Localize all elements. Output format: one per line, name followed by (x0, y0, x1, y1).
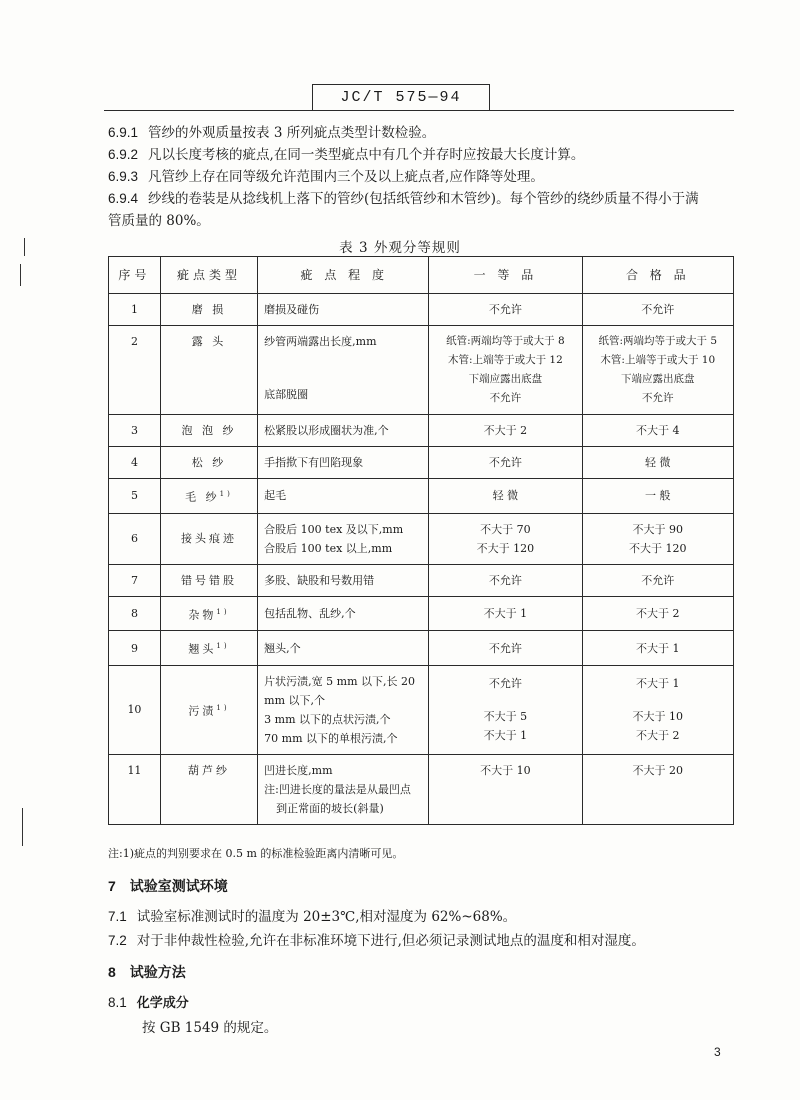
scan-mark (20, 264, 21, 286)
clause-text: 纱线的卷装是从捻线机上落下的管纱(包括纸管纱和木管纱)。每个管纱的绕纱质量不得小于满 (148, 191, 699, 207)
cell-degree (258, 665, 429, 754)
cell-degree: 翘头,个 (258, 631, 429, 666)
table-row (109, 665, 734, 754)
clause-text-continued: 管质量的 80%。 (108, 213, 210, 229)
scan-mark (22, 808, 23, 846)
cell-degree: 磨损及碰伤 (258, 294, 429, 326)
first-line: 不大于 70 (480, 522, 531, 536)
header-rule (104, 110, 734, 111)
standard-code: JC/T 575—94 (312, 84, 490, 111)
cell-degree: 松紧股以形成圈状为准,个 (258, 415, 429, 447)
qual-line: 下端应露出底盘 (621, 373, 695, 385)
scan-mark (24, 238, 25, 256)
cell-no: 3 (109, 415, 161, 447)
cell-type: 泡 泡 纱 (160, 415, 257, 447)
cell-degree: 包括乱物、乱纱,个 (258, 596, 429, 631)
degree-line: 底部脱圈 (264, 388, 309, 401)
clause-number: 7.1 (108, 909, 127, 924)
cell-qualified (582, 513, 733, 564)
clause-text: 试验室标准测试时的温度为 20±3℃,相对湿度为 62%~68%。 (136, 909, 517, 925)
footnote-marker: 1) (219, 490, 233, 498)
first-line: 不大于 5 (483, 710, 528, 724)
first-line: 不大于 120 (476, 541, 535, 555)
cell-type: 接头痕迹 (160, 513, 257, 564)
qual-line: 不允许 (642, 392, 674, 404)
clause-6-9-2 (108, 144, 736, 166)
cell-no: 10 (109, 665, 161, 754)
qual-line: 纸管:两端均等于或大于 5 (598, 335, 718, 347)
degree-line: 合股后 100 tex 以上,mm (264, 541, 393, 555)
degree-line: 3 mm 以下的点状污渍,个 (264, 712, 391, 726)
table-row (109, 415, 734, 447)
header-no: 序号 (109, 257, 161, 294)
first-line: 下端应露出底盘 (468, 373, 543, 385)
cell-degree (258, 754, 429, 824)
cell-first-grade (429, 326, 582, 415)
header-qualified: 合 格 品 (582, 257, 733, 294)
header-first-grade: 一 等 品 (429, 257, 582, 294)
cell-type (160, 631, 257, 666)
qual-line: 不大于 10 (632, 710, 684, 724)
first-line: 纸管:两端均等于或大于 8 (446, 335, 565, 347)
clause-7-1 (108, 906, 736, 928)
clause-text: 凡以长度考核的疵点,在同一类型疵点中有几个并存时应按最大长度计算。 (148, 147, 585, 163)
cell-qualified: 不大于 2 (582, 596, 733, 631)
qual-line: 木管:上端等于或大于 10 (600, 354, 716, 366)
cell-first-grade: 不允许 (429, 447, 582, 479)
cell-first-grade: 不允许 (429, 294, 582, 326)
clause-number: 6.9.1 (108, 125, 139, 140)
section-number: 8 (108, 964, 116, 980)
clause-8-1-text: 按 GB 1549 的规定。 (142, 1020, 278, 1036)
table-row (109, 596, 734, 631)
type-label: 污渍 (188, 704, 217, 718)
table-row (109, 294, 734, 326)
clause-text: 凡管纱上存在同等级允许范围内三个及以上疵点者,应作降等处理。 (148, 169, 544, 185)
cell-type (160, 665, 257, 754)
cell-no: 7 (109, 564, 161, 596)
clause-number: 8.1 (108, 995, 127, 1010)
cell-no: 6 (109, 513, 161, 564)
qual-line: 不大于 120 (629, 541, 687, 555)
clause-text: 对于非仲裁性检验,允许在非标准环境下进行,但必须记录测试地点的温度和相对湿度。 (136, 933, 645, 949)
cell-type (160, 479, 257, 514)
cell-qualified: 不大于 4 (582, 415, 733, 447)
cell-degree (258, 513, 429, 564)
table-row (109, 564, 734, 596)
cell-no: 4 (109, 447, 161, 479)
cell-qualified: 不允许 (582, 564, 733, 596)
table-row (109, 447, 734, 479)
table-caption: 表 3 外观分等规则 (339, 240, 461, 256)
type-label: 毛 纱 (185, 490, 220, 504)
clause-6-9-3 (108, 166, 736, 188)
cell-qualified (582, 326, 733, 415)
cell-no: 8 (109, 596, 161, 631)
header-degree: 疵 点 程 度 (258, 257, 429, 294)
cell-first-grade: 不大于 10 (429, 754, 582, 824)
cell-qualified (582, 665, 733, 754)
cell-qualified: 不大于 1 (582, 631, 733, 666)
table-header-row (109, 257, 734, 294)
qual-line: 不大于 1 (636, 677, 680, 691)
cell-no: 11 (109, 754, 161, 824)
footnote-marker: 1) (216, 642, 230, 651)
clause-number: 6.9.3 (108, 169, 139, 184)
type-label: 翘头 (188, 642, 217, 656)
qual-line: 不大于 90 (632, 522, 684, 536)
appearance-grading-table (108, 256, 734, 825)
clause-7-2 (108, 930, 736, 952)
cell-degree (258, 326, 429, 415)
degree-line: 合股后 100 tex 及以下,mm (264, 522, 404, 536)
cell-type: 露 头 (160, 326, 257, 415)
section-title: 试验方法 (129, 965, 186, 981)
cell-first-grade: 轻 微 (429, 479, 582, 514)
section-title: 试验室测试环境 (129, 879, 228, 895)
cell-type (160, 596, 257, 631)
clause-number: 6.9.4 (108, 191, 139, 206)
cell-type: 葫芦纱 (160, 754, 257, 824)
cell-qualified: 轻 微 (582, 447, 733, 479)
cell-degree: 起毛 (258, 479, 429, 514)
footnote-marker: 1) (216, 704, 230, 713)
table-row (109, 326, 734, 415)
cell-qualified: 一 般 (582, 479, 733, 514)
first-line: 木管:上端等于或大于 12 (448, 354, 563, 366)
first-line: 不大于 1 (483, 729, 528, 743)
cell-no: 5 (109, 479, 161, 514)
degree-line: 70 mm 以下的单根污渍,个 (264, 731, 398, 745)
degree-line: 注:凹进长度的量法是从最凹点 (264, 782, 411, 796)
cell-qualified: 不允许 (582, 294, 733, 326)
cell-no: 1 (109, 294, 161, 326)
section-8-heading (108, 962, 186, 982)
section-7-heading (108, 876, 228, 896)
clause-number: 7.2 (108, 933, 127, 948)
table-footnote: 注:1)疵点的判别要求在 0.5 m 的标准检验距离内清晰可见。 (108, 847, 404, 860)
degree-line: 纱管两端露出长度,mm (264, 335, 377, 348)
cell-first-grade (429, 513, 582, 564)
table-row (109, 631, 734, 666)
cell-first-grade: 不允许 (429, 564, 582, 596)
clause-title: 化学成分 (136, 996, 189, 1011)
cell-qualified: 不大于 20 (582, 754, 733, 824)
cell-first-grade: 不大于 2 (429, 415, 582, 447)
clause-text: 管纱的外观质量按表 3 所列疵点类型计数检验。 (148, 125, 436, 141)
header-type: 疵点类型 (160, 257, 257, 294)
cell-first-grade (429, 665, 582, 754)
clause-8-1 (108, 992, 736, 1015)
clause-number: 6.9.2 (108, 147, 139, 162)
cell-no: 2 (109, 326, 161, 415)
table-row (109, 513, 734, 564)
degree-line: 片状污渍,宽 5 mm 以下,长 20 (264, 674, 415, 688)
cell-degree: 多股、缺股和号数用错 (258, 564, 429, 596)
cell-first-grade: 不允许 (429, 631, 582, 666)
cell-type: 松 纱 (160, 447, 257, 479)
cell-degree: 手指揿下有凹陷现象 (258, 447, 429, 479)
cell-first-grade: 不大于 1 (429, 596, 582, 631)
type-label: 杂物 (188, 608, 217, 622)
clause-6-9-1 (108, 122, 736, 144)
cell-type: 磨 损 (160, 294, 257, 326)
qual-line: 不大于 2 (636, 729, 680, 743)
degree-line: 凹进长度,mm (264, 763, 333, 777)
section-number: 7 (108, 878, 116, 894)
cell-no: 9 (109, 631, 161, 666)
page-number: 3 (714, 1045, 721, 1059)
table-row (109, 754, 734, 824)
footnote-marker: 1) (216, 607, 230, 616)
first-line: 不允许 (488, 677, 522, 691)
table-row (109, 479, 734, 514)
degree-line: 到正常面的坡长(斜量) (276, 801, 384, 815)
degree-line: mm 以下,个 (264, 693, 326, 707)
cell-type: 错号错股 (160, 564, 257, 596)
clause-6-9-4 (108, 188, 736, 232)
first-line: 不允许 (489, 392, 522, 404)
